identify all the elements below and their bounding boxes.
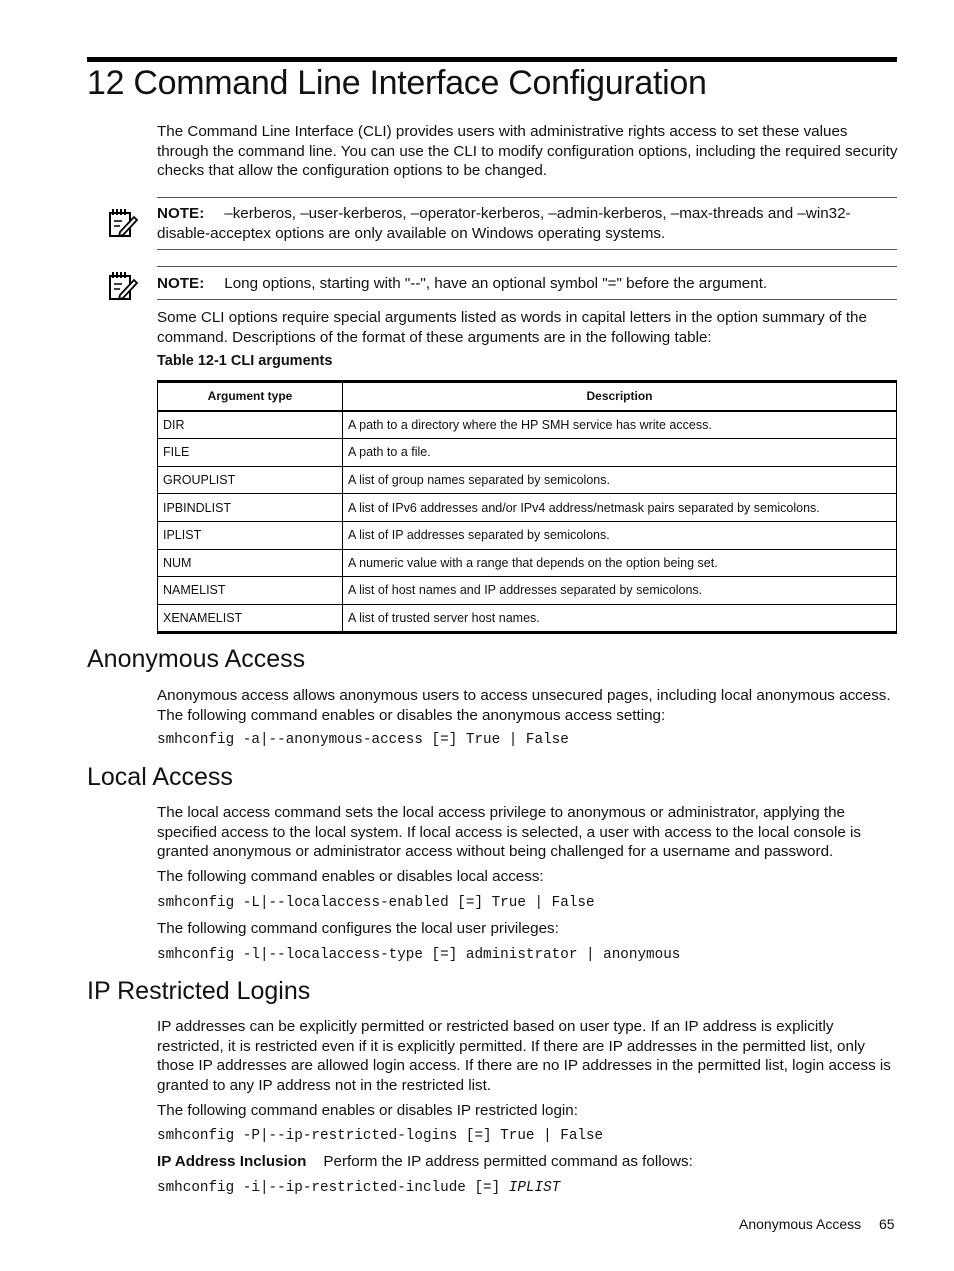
note-2-top-rule xyxy=(157,266,897,267)
ip-restricted-enable-intro: The following command enables or disables IP restricted login: xyxy=(157,1102,578,1119)
anonymous-access-heading: Anonymous Access xyxy=(87,645,306,673)
local-access-type-command: smhconfig -l|--localaccess-type [=] administrator | anonymous xyxy=(157,947,681,963)
ip-restricted-logins-heading: IP Restricted Logins xyxy=(87,977,311,1005)
ip-restricted-enable-command: smhconfig -P|--ip-restricted-logins [=] True | False xyxy=(157,1128,604,1144)
local-access-heading: Local Access xyxy=(87,763,233,791)
column-header-description: Description xyxy=(343,382,897,411)
note-2 xyxy=(157,274,897,294)
table-row xyxy=(158,577,897,605)
note-1-bottom-rule xyxy=(157,249,897,250)
ip-address-inclusion-text: Perform the IP address permitted command as follows: xyxy=(323,1153,693,1170)
local-access-enable-command: smhconfig -L|--localaccess-enabled [=] True | False xyxy=(157,895,595,911)
table-row xyxy=(158,494,897,522)
iplist-argument: IPLIST xyxy=(508,1180,561,1196)
argument-type-cell: GROUPLIST xyxy=(158,466,343,494)
table-caption: Table 12-1 CLI arguments xyxy=(157,353,333,369)
table-row xyxy=(158,604,897,633)
argument-type-cell: FILE xyxy=(158,439,343,467)
chapter-title: 12 Command Line Interface Configuration xyxy=(87,64,707,102)
description-cell: A list of trusted server host names. xyxy=(343,604,897,633)
note-icon xyxy=(107,207,139,239)
argument-type-cell: IPBINDLIST xyxy=(158,494,343,522)
footer-section-name: Anonymous Access xyxy=(739,1216,862,1232)
argument-type-cell: DIR xyxy=(158,411,343,439)
column-header-argument-type: Argument type xyxy=(158,382,343,411)
page-number: 65 xyxy=(879,1216,895,1232)
note-icon xyxy=(107,270,139,302)
note-2-bottom-rule xyxy=(157,299,897,300)
note-2-text: Long options, starting with "--", have an optional symbol "=" before the argument. xyxy=(224,275,768,292)
ip-restricted-paragraph: IP addresses can be explicitly permitted or restricted based on user type. If an IP address is explicitly restricted, it is restricted even if it is explicitly permitted. If there are IP addresses in the permitted list, only those IP addresses are allowed login access. If there are no IP addresses in the permitted list, login access is granted to any IP address not in the restricted list. xyxy=(157,1018,891,1094)
anonymous-access-paragraph: Anonymous access allows anonymous users to access unsecured pages, including local anonymous access. The following command enables or disables the anonymous access setting: xyxy=(157,687,891,724)
ip-include-command-text: smhconfig -i|--ip-restricted-include [=] xyxy=(157,1180,509,1196)
cli-arguments-table xyxy=(157,380,897,634)
table-header-row xyxy=(158,382,897,411)
ip-address-inclusion-line xyxy=(157,1152,899,1172)
description-cell: A path to a directory where the HP SMH service has write access. xyxy=(343,411,897,439)
note-label: NOTE: xyxy=(157,275,205,292)
ip-restricted-include-command xyxy=(157,1180,560,1196)
local-access-paragraph: The local access command sets the local access privilege to anonymous or administrator, applying the specified access to the local system. If local access is selected, a user with access to the local console is granted anonymous or administrator access without being challenged for a username and password. xyxy=(157,804,862,860)
table-row xyxy=(158,411,897,439)
description-cell: A list of host names and IP addresses separated by semicolons. xyxy=(343,577,897,605)
ip-address-inclusion-label: IP Address Inclusion xyxy=(157,1153,307,1170)
argument-type-cell: XENAMELIST xyxy=(158,604,343,633)
table-row xyxy=(158,439,897,467)
description-cell: A list of IP addresses separated by semicolons. xyxy=(343,521,897,549)
description-cell: A path to a file. xyxy=(343,439,897,467)
local-access-enable-intro: The following command enables or disables local access: xyxy=(157,868,544,885)
table-row xyxy=(158,466,897,494)
note-1-text: –kerberos, –user-kerberos, –operator-kerberos, –admin-kerberos, –max-threads and –win32-disable-acceptex options are only available on Windows operating systems. xyxy=(157,205,851,242)
table-row xyxy=(158,549,897,577)
note-1 xyxy=(157,204,897,243)
description-cell: A numeric value with a range that depends on the option being set. xyxy=(343,549,897,577)
table-row xyxy=(158,521,897,549)
local-access-type-intro: The following command configures the local user privileges: xyxy=(157,920,559,937)
anonymous-access-command: smhconfig -a|--anonymous-access [=] True | False xyxy=(157,732,569,748)
description-cell: A list of group names separated by semicolons. xyxy=(343,466,897,494)
note-label: NOTE: xyxy=(157,205,205,222)
argument-type-cell: NUM xyxy=(158,549,343,577)
intro-paragraph: The Command Line Interface (CLI) provides users with administrative rights access to set these values through the command line. You can use the CLI to modify configuration options, including the required security checks that allow the configuration options to be changed. xyxy=(157,123,898,179)
args-intro-paragraph: Some CLI options require special arguments listed as words in capital letters in the option summary of the command. Descriptions of the format of these arguments are in the following table: xyxy=(157,309,867,346)
top-rule xyxy=(87,57,897,62)
argument-type-cell: NAMELIST xyxy=(158,577,343,605)
description-cell: A list of IPv6 addresses and/or IPv4 address/netmask pairs separated by semicolons. xyxy=(343,494,897,522)
argument-type-cell: IPLIST xyxy=(158,521,343,549)
note-1-top-rule xyxy=(157,197,897,198)
